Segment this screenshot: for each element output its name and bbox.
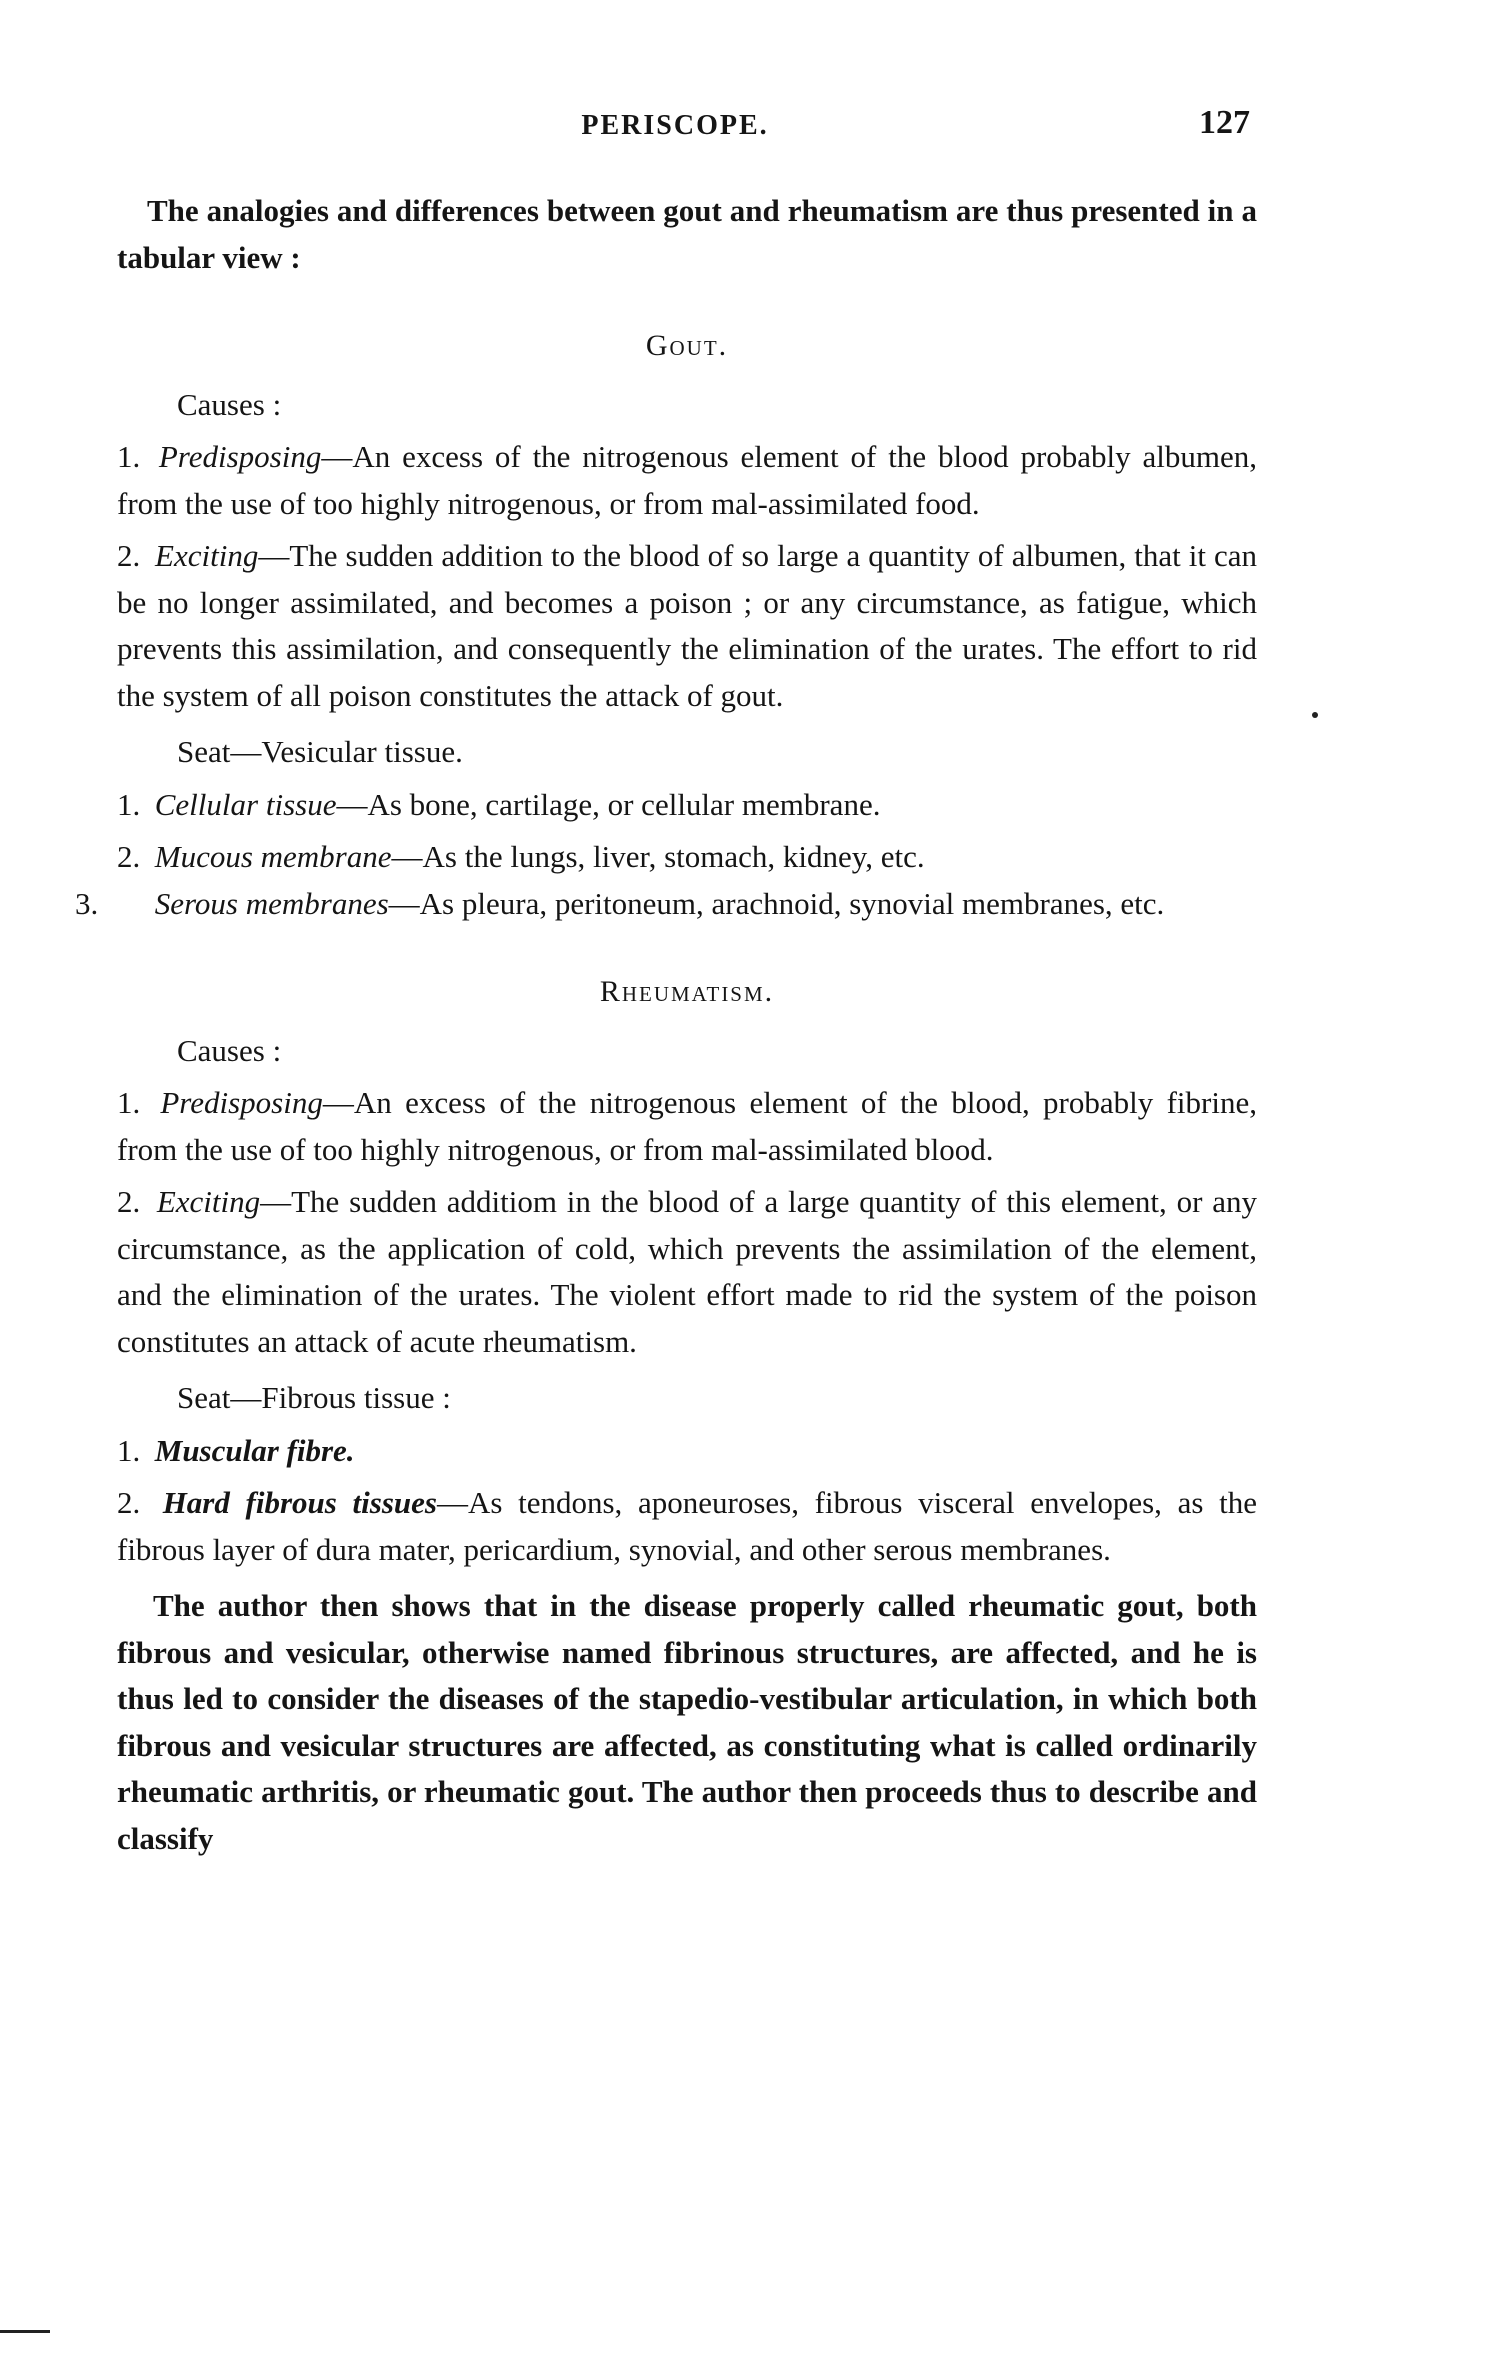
item-text: —An excess of the nitrogenous element of the blood, probably fibrine, from the use of too highly nitrogenous, or from mal-assimilated blood.: [117, 1085, 1257, 1167]
item-text: —As the lungs, liver, stomach, kidney, etc.: [391, 839, 925, 874]
item-number: 2.: [117, 1485, 141, 1520]
page-header: [100, 104, 1250, 170]
item-term: Mucous membrane: [154, 839, 392, 874]
item-term: Muscular fibre.: [154, 1432, 355, 1468]
item-number: 1.: [117, 1432, 141, 1468]
gout-heading: Gout.: [645, 329, 729, 362]
item-term: Predisposing: [160, 1085, 323, 1120]
item-text: —As bone, cartilage, or cellular membrane.: [336, 786, 881, 822]
gout-seat-label: Seat—Vesicular tissue.: [177, 734, 463, 769]
gout-seat-1: [117, 782, 1257, 829]
item-term: Exciting: [155, 538, 259, 573]
item-number: 2.: [117, 839, 141, 874]
rheumatism-cause-2: [117, 1179, 1257, 1365]
page-body: [75, 188, 1258, 1862]
item-number: 2.: [117, 538, 141, 573]
gout-seat-3: [75, 881, 1257, 928]
item-term: Cellular tissue: [154, 786, 337, 822]
item-text: —The sudden additiom in the blood of a large quantity of this element, or any circumstance, as the application of cold, which prevents the assimilation of the element, and the elimination of the urates. The violent effort made to rid the system of the poison constitutes an attack of acute rheumatism.: [117, 1184, 1258, 1359]
running-title: PERISCOPE.: [581, 110, 769, 141]
item-term: Predisposing: [158, 439, 322, 474]
item-term: Exciting: [156, 1184, 261, 1219]
item-term: Hard fibrous tissues: [162, 1485, 437, 1520]
item-term: Serous membranes: [154, 885, 389, 921]
item-number: 1.: [117, 439, 141, 474]
item-text: —The sudden addition to the blood of so large a quantity of albumen, that it can be no longer assimilated, and becomes a poison ; or any circumstance, as fatigue, which prevents this assimilation, and consequently the elimination of the urates. The effort to rid the system of all poison constitutes the attack of gout.: [117, 538, 1258, 713]
intro-paragraph: The analogies and differences between gout and rheumatism are thus presented in a tabular view :: [117, 193, 1257, 275]
item-number: 3.: [75, 885, 99, 921]
rheumatism-seat-1: [117, 1428, 1257, 1475]
rheumatism-cause-1: [117, 1080, 1257, 1173]
rheumatism-heading: Rheumatism.: [599, 975, 775, 1008]
scan-edge-mark: [0, 2330, 50, 2333]
rheumatism-seat-label: Seat—Fibrous tissue :: [177, 1380, 451, 1415]
page-number: 127: [1199, 104, 1250, 141]
item-number: 1.: [117, 786, 141, 822]
rheumatism-seat-2: [117, 1480, 1257, 1573]
rheumatism-causes-label: Causes :: [177, 1032, 282, 1068]
stray-ink-mark: [1312, 712, 1318, 718]
gout-seat-2: [117, 834, 1257, 881]
gout-causes-label: Causes :: [177, 386, 282, 422]
gout-cause-1: [117, 434, 1257, 527]
item-number: 2.: [117, 1184, 141, 1219]
item-text: —An excess of the nitrogenous element of the blood probably albumen, from the use of too highly nitrogenous, or from mal-assimilated food.: [117, 439, 1257, 521]
item-text: —As tendons, aponeuroses, fibrous visceral envelopes, as the fibrous layer of dura mater, pericardium, synovial, and other serous membranes.: [117, 1485, 1258, 1567]
closing-paragraph: The author then shows that in the disease properly called rheumatic gout, both fibrous and vesicular, otherwise named fibrinous structures, are affected, and he is thus led to consider the diseases of the stapedio-vestibular articulation, in which both fibrous and vesicular structures are affected, as constituting what is called ordinarily rheumatic arthritis, or rheumatic gout. The author then proceeds thus to describe and classify: [117, 1588, 1257, 1856]
item-text: —As pleura, peritoneum, arachnoid, synovial membranes, etc.: [388, 885, 1165, 921]
gout-cause-2: [117, 533, 1257, 719]
item-number: 1.: [117, 1085, 141, 1120]
